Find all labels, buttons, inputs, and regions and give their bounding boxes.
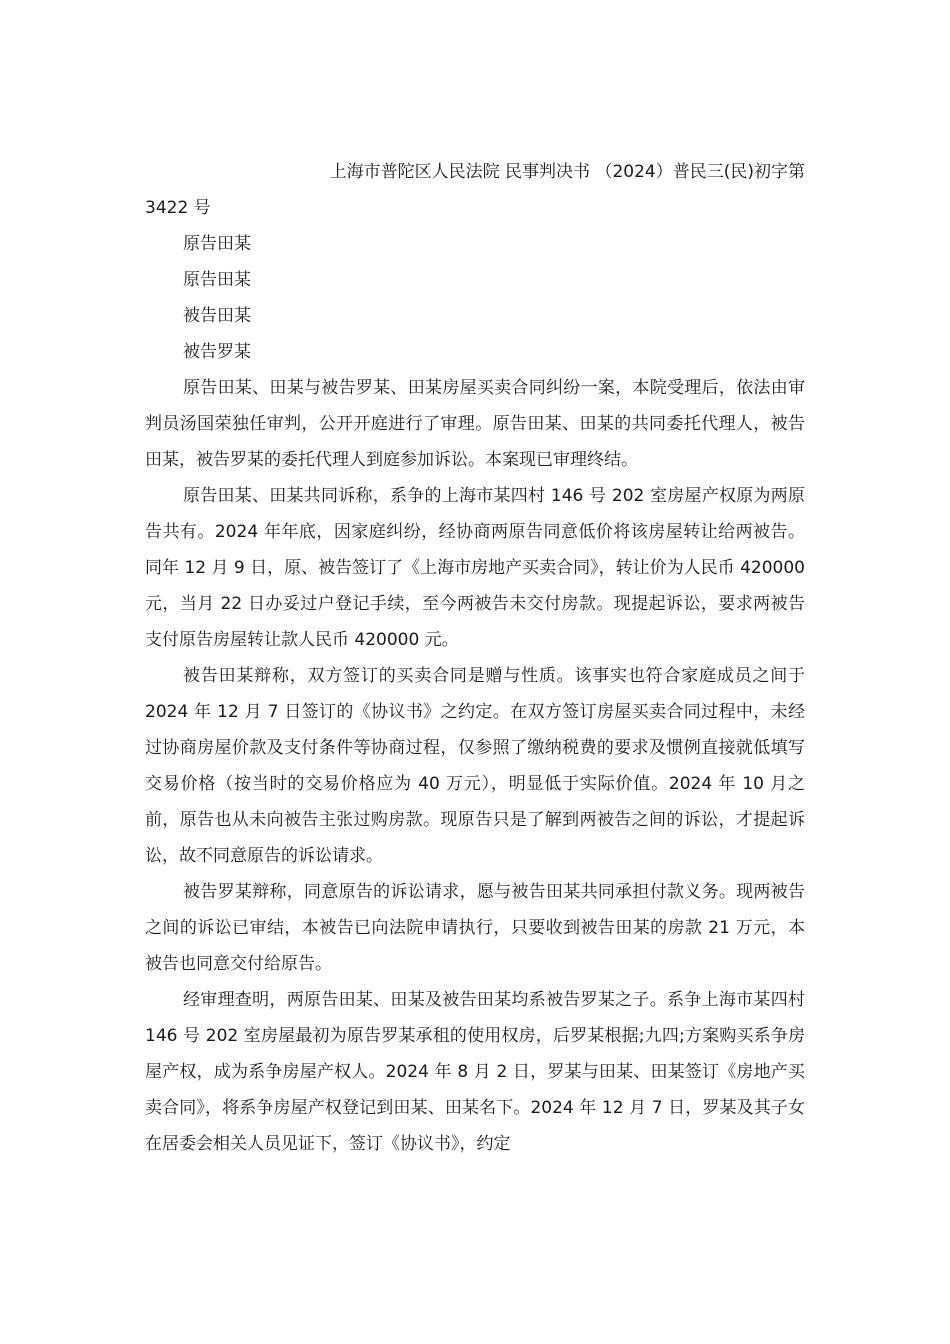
paragraph-defendant-tian-defense: 被告田某辩称，双方签订的买卖合同是赠与性质。该事实也符合家庭成员之间于 2024 年 12 月 7 日签订的《协议书》之约定。在双方签订房屋买卖合同过程中，未经过协商房屋价款及支付条件等协商过程，仅参照了缴纳税费的要求及惯例直接就低填写交易价格（按当时的交易价格应为 40 万元），明显低于实际价值。2024 年 10 月之前，原告也从未向被告主张过购房款。现原告只是了解到两被告之间的诉讼，才提起诉讼，故不同意原告的诉讼请求。: [145, 666, 805, 866]
party-plaintiff-1: 原告田某: [183, 234, 251, 254]
paragraph-case-intro: 原告田某、田某与被告罗某、田某房屋买卖合同纠纷一案，本院受理后，依法由审判员汤国荣独任审判，公开开庭进行了审理。原告田某、田某的共同委托代理人，被告田某，被告罗某的委托代理人到庭参加诉讼。本案现已审理终结。: [145, 378, 805, 470]
document-body: [145, 154, 805, 1162]
document-heading: 上海市普陀区人民法院 民事判决书 （2024）普民三(民)初字第: [329, 162, 805, 182]
party-plaintiff-2: 原告田某: [183, 270, 251, 290]
party-defendant-1: 被告田某: [183, 306, 251, 326]
paragraph-plaintiff-claim: 原告田某、田某共同诉称，系争的上海市某四村 146 号 202 室房屋产权原为两原告共有。2024 年年底，因家庭纠纷，经协商两原告同意低价将该房屋转让给两被告。同年 12 月 9 日，原、被告签订了《上海市房地产买卖合同》，转让价为人民币 420000 元，当月 22 日办妥过户登记手续，至今两被告未交付房款。现提起诉讼，要求两被告支付原告房屋转让款人民币 420000 元。: [145, 486, 805, 650]
case-number-tail: 3422 号: [145, 198, 211, 218]
paragraph-findings: 经审理查明，两原告田某、田某及被告田某均系被告罗某之子。系争上海市某四村 146 号 202 室房屋最初为原告罗某承租的使用权房，后罗某根据;九四;方案购买系争房屋产权，成为系争房屋产权人。2024 年 8 月 2 日，罗某与田某、田某签订《房地产买卖合同》，将系争房屋产权登记到田某、田某名下。2024 年 12 月 7 日，罗某及其子女在居委会相关人员见证下，签订《协议书》，约定: [145, 990, 805, 1154]
party-defendant-2: 被告罗某: [183, 342, 251, 362]
paragraph-defendant-luo-defense: 被告罗某辩称，同意原告的诉讼请求，愿与被告田某共同承担付款义务。现两被告之间的诉讼已审结，本被告已向法院申请执行，只要收到被告田某的房款 21 万元，本被告也同意交付给原告。: [145, 882, 805, 974]
